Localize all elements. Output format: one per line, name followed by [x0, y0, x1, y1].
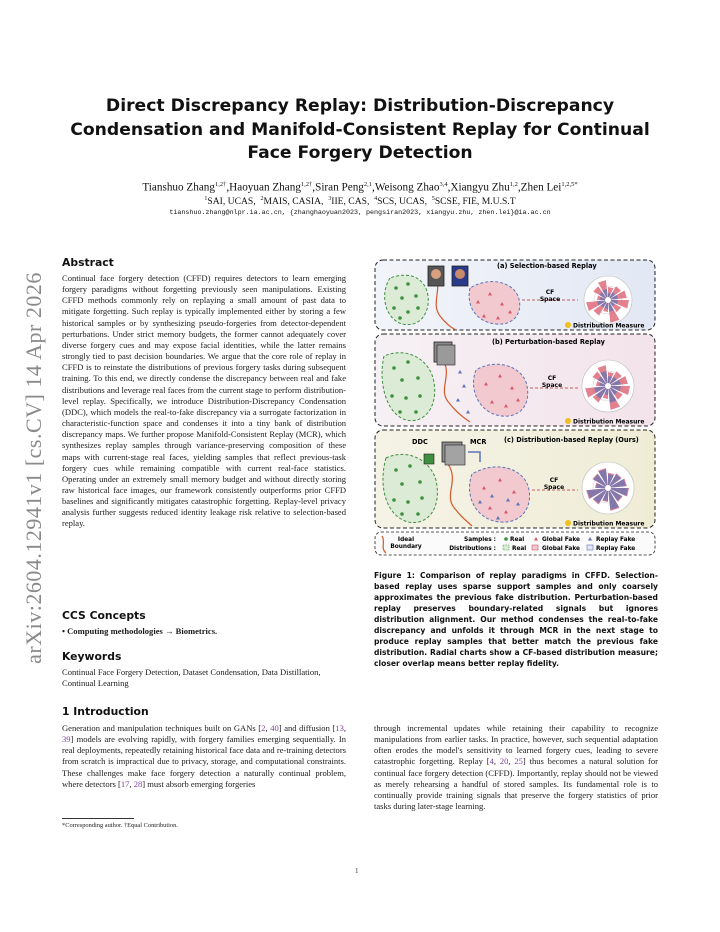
- citation-link[interactable]: 17: [120, 778, 130, 789]
- ddc-block: [424, 454, 434, 464]
- citation-link[interactable]: 28: [133, 778, 143, 789]
- panel-distribution-based: [375, 430, 655, 528]
- author-list: Tianshuo Zhang$^{1,2\dagger}$,Haoyuan Zhang$^{1,2\dagger}$,Siran Peng$^{2,1}$,Weisong Zhao$^{3,4}$,Xiangyu Zhu$^{1,2}$,Zhen Lei$^{1,2,5*}$: [142, 181, 578, 194]
- arxiv-stamp: arXiv:2604.12941v1 [cs.CV] 14 Apr 2026: [21, 272, 46, 664]
- intro-text-left: Generation and manipulation techniques built on GANs [2, 40] and diffusion [13, 39] models are evolving rapidly, with forgery families emerging sequentially. In real deployments, repeatedly retaining historical face data and re-training detectors from scratch is impractical due to privacy, storage, and computational constraints. These challenges make face forgery detection a naturally continual problem, where detectors [17, 28] must absorb emerging forgeries: [62, 723, 346, 789]
- figure-legend: [375, 532, 655, 555]
- legend-distributions-label: Distributions :: [449, 546, 496, 552]
- paper-title: Direct Discrepancy Replay: Distribution-Discrepancy Condensation and Manifold-Consistent Replay for Continual Face Forgery Detection: [70, 96, 650, 163]
- cf-space-a: CF Space: [539, 289, 561, 303]
- legend-replay-fake-dist: [587, 545, 593, 550]
- legend-real-label-1: Real: [510, 537, 525, 543]
- legend-replay-fake-label-1: Replay Fake: [596, 537, 636, 543]
- legend-global-fake-label-1: Global Fake: [542, 537, 580, 543]
- panel-perturbation-based: [375, 334, 655, 426]
- cf-space-c: CF Space: [543, 477, 565, 491]
- ccs-text: • Computing methodologies → Biometrics.: [62, 626, 218, 636]
- panel-selection-based: [375, 260, 655, 330]
- legend-global-fake-label-2: Global Fake: [542, 546, 580, 552]
- distribution-measure-c: Distribution Measure: [573, 520, 645, 528]
- smiley-icon-c: [565, 520, 571, 526]
- real-distribution: [385, 275, 429, 324]
- legend-replay-fake-label-2: Replay Fake: [596, 546, 636, 552]
- ccs-heading: CCS Concepts: [62, 609, 146, 622]
- figure-1-svg: [372, 258, 658, 558]
- page-number: 1: [355, 867, 359, 875]
- face-2-head: [455, 269, 465, 279]
- citation-link[interactable]: 2: [261, 723, 266, 733]
- distribution-measure-a: Distribution Measure: [573, 322, 645, 330]
- footnote: *Corresponding author. †Equal Contribution.: [62, 822, 178, 829]
- citation-link[interactable]: 20: [499, 756, 509, 767]
- citation-link[interactable]: 25: [514, 756, 523, 767]
- distribution-measure-b: Distribution Measure: [573, 418, 645, 426]
- legend-ideal-boundary: Ideal Boundary: [390, 537, 422, 550]
- mcr-label: MCR: [470, 438, 487, 446]
- panel-a-title: (a) Selection-based Replay: [497, 262, 597, 270]
- abstract-heading: Abstract: [62, 256, 114, 269]
- abstract-text: Continual face forgery detection (CFFD) requires detectors to learn emerging forgery paradigms without forgetting previously seen manipulations. Existing CFFD methods commonly rely on replaying a small amount of past data to mitigate forgetting. Such replay is typically implemented either by storing a few historical samples or by synthesizing pseudo-forgeries from detector-dependent perturbations. Under strict memory budgets, the former cannot adequately cover diverse forgery cues and may expose facial identities, while the latter remains strongly tied to past decision boundaries. We argue that the core role of replay in CFFD is to reinstate the distributions of previous forgery tasks during subsequent training. To this end, we directly condense the discrepancy between real and fake distributions and leverage real faces from the current stage to perform distribution-level replay. Specifically, we introduce Distribution-Discrepancy Condensation (DDC), which models the real-to-fake discrepancy via a surrogate factorization in characteristic-function space and condenses it into a tiny bank of distribution discrepancy maps. We further propose Manifold-Consistent Replay (MCR), which synthesizes replay samples through variance-preserving composition of these maps with current-stage real faces, yielding samples that reflect previous-task forgery cues while remaining compatible with current real-face statistics. Operating under an extremely small memory budget and without directly storing raw historical face images, our framework consistently outperforms prior CFFD baselines and significantly mitigates catastrophic forgetting. Replay-level privacy analysis further suggests reduced identity leakage risk relative to selection-based replay.: [62, 273, 346, 529]
- face-1-head: [431, 269, 441, 279]
- author-emails: tianshuo.zhang@nlpr.ia.ac.cn, {zhanghaoyuan2023, pengsiran2023, xiangyu.zhu, zhen.lei}@ia.ac.cn: [169, 209, 551, 217]
- panel-c-title: (c) Distribution-based Replay (Ours): [504, 436, 639, 444]
- keywords-text: Continual Face Forgery Detection, Dataset Condensation, Data Distillation, Continual Learning: [62, 667, 321, 689]
- citation-link[interactable]: 40: [270, 723, 279, 733]
- smiley-icon-a: [565, 322, 571, 328]
- footnote-rule: [62, 818, 134, 819]
- legend-real-sample: [504, 537, 508, 541]
- keywords-heading: Keywords: [62, 650, 122, 663]
- intro-text-right: through incremental updates while retaining their capability to recognize manipulations from earlier tasks. In practice, however, such sequential adaptation often erodes the model's sensitivity to learned forgery cues, leading to severe catastrophic forgetting. Replay [4, 20, 25] thus becomes a natural solution for continual face forgery detection (CFFD). Importantly, replay should not be viewed as merely rehearsing a handful of stored samples. Its fundamental role is to continually provide training signals that preserve the forgery statistics of prior tasks during later-stage learning.: [374, 723, 658, 812]
- citation-link[interactable]: 39: [62, 734, 71, 745]
- figure-1-caption: Figure 1: Comparison of replay paradigms in CFFD. Selection-based replay uses sparse support samples and only coarsely approximates the previous fake distribution. Perturbation-based replay preserves boundary-related signals but ignores distribution alignment. Our method condenses the real-to-fake discrepancy and unfolds it through MCR in the next stage to produce replay samples that better match the previous fake distribution. Radial charts show a CF-based distribution measure; closer overlap means better replay fidelity.: [374, 571, 658, 668]
- legend-global-fake-dist: [532, 545, 538, 550]
- panel-b-title: (b) Perturbation-based Replay: [492, 338, 605, 346]
- intro-heading: 1 Introduction: [62, 705, 149, 718]
- citation-link[interactable]: 13: [335, 723, 344, 733]
- citation-link[interactable]: 4: [489, 756, 494, 767]
- affiliations: $^1$SAI, UCAS, $^2$MAIS, CASIA, $^3$IIE, CAS, $^4$SCS, UCAS, $^5$SCSE, FIE, M.U.S.T: [204, 196, 516, 208]
- legend-real-label-2: Real: [512, 546, 527, 552]
- figure-1: [372, 258, 658, 558]
- smiley-icon-b: [565, 418, 571, 424]
- cf-space-b: CF Space: [541, 375, 563, 389]
- ddc-label: DDC: [412, 438, 428, 446]
- legend-real-dist: [503, 545, 509, 550]
- legend-samples-label: Samples :: [464, 537, 496, 543]
